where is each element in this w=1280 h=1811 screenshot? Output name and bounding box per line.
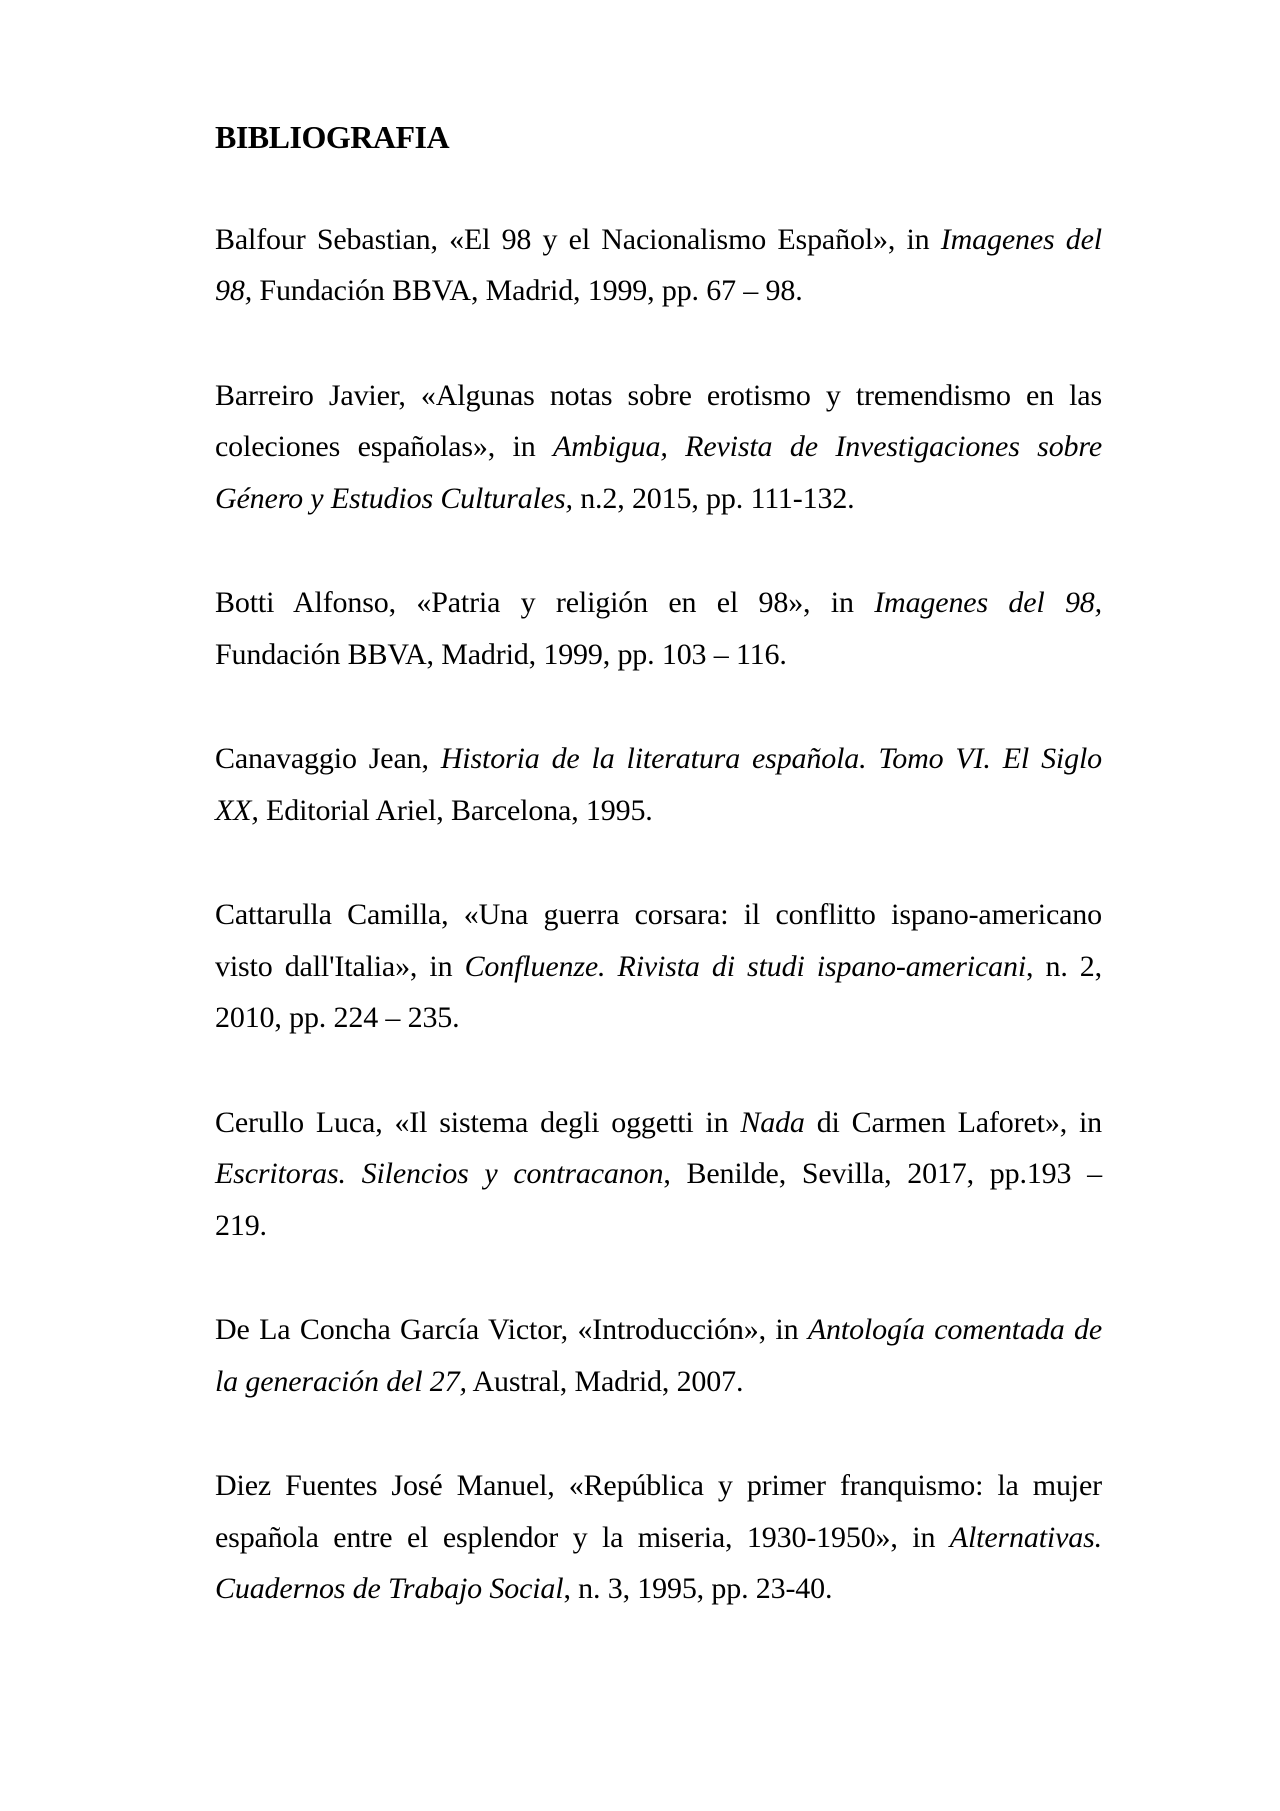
bibliography-entry (215, 214, 1102, 317)
italic-text-run: la generación del 27, (215, 1364, 467, 1398)
entry-line (215, 992, 1102, 1044)
text-run: n.2, 2015, pp. 111-132. (572, 481, 855, 515)
text-run: Botti Alfonso, «Patria y religión en el 98», in (215, 586, 875, 619)
text-run: Cattarulla Camilla, «Una guerra corsara: il conflitto ispano-americano (215, 898, 1102, 931)
text-run: Balfour Sebastian, «El 98 y el Nacionalismo Español», in (215, 222, 941, 256)
entry-line (215, 214, 1102, 266)
text-run: Barreiro Javier, «Algunas notas sobre erotismo y tremendismo en las (215, 378, 1102, 412)
italic-text-run: Antología comentada de (807, 1313, 1102, 1346)
entry-line (215, 941, 1102, 993)
entry-line (215, 785, 1102, 837)
bibliography-entry (215, 1304, 1102, 1407)
entry-line (215, 733, 1102, 785)
entry-line (215, 1356, 1102, 1408)
entry-line (215, 473, 1102, 525)
italic-text-run: Imagenes del (940, 222, 1102, 256)
entry-line (215, 421, 1102, 473)
entry-line (215, 1563, 1102, 1615)
text-run: visto dall'Italia», in (215, 949, 465, 983)
bibliography-entry (215, 1097, 1102, 1252)
italic-text-run: Escritoras. Silencios y contracanon (215, 1157, 664, 1190)
bibliography-entry (215, 1460, 1102, 1615)
italic-text-run: Historia de la literatura española. Tomo VI. El Siglo (440, 742, 1102, 775)
text-run: Diez Fuentes José Manuel, «República y primer franquismo: la mujer (215, 1469, 1102, 1502)
text-run: 219. (215, 1208, 267, 1242)
entry-line (215, 370, 1102, 422)
text-run: coleciones españolas», in (215, 430, 554, 463)
italic-text-run: Alternativas. (949, 1520, 1102, 1554)
text-run: 2010, pp. 224 – 235. (215, 1001, 460, 1034)
italic-text-run: Género y Estudios Culturales, (215, 481, 573, 515)
text-run: Canavaggio Jean, (215, 742, 441, 775)
entry-line (215, 1200, 1102, 1252)
bibliography-entry (215, 889, 1102, 1044)
bibliography-entry (215, 733, 1102, 836)
italic-text-run: Ambigua, Revista de Investigaciones sobre (553, 430, 1102, 463)
entry-line (215, 577, 1102, 629)
bibliography-entry (215, 370, 1102, 525)
italic-text-run: Nada (740, 1105, 805, 1139)
text-run: Editorial Ariel, Barcelona, 1995. (258, 793, 653, 827)
entry-line (215, 1512, 1102, 1564)
bibliography-entries (215, 214, 1102, 1615)
text-run: , Benilde, Sevilla, 2017, pp.193 – (663, 1157, 1103, 1190)
entry-line (215, 1097, 1102, 1149)
text-run: española entre el esplendor y la miseria, 1930-1950», in (215, 1520, 950, 1554)
text-run: Cerullo Luca, «Il sistema degli oggetti in (215, 1105, 741, 1139)
text-run: Fundación BBVA, Madrid, 1999, pp. 103 – 116. (215, 637, 787, 671)
entry-line (215, 629, 1102, 681)
entry-line (215, 265, 1102, 317)
entry-line (215, 889, 1102, 941)
italic-text-run: Cuadernos de Trabajo Social (215, 1572, 564, 1605)
italic-text-run: Confluenze. Rivista di studi ispano-americani (464, 949, 1027, 983)
italic-text-run: 98, (215, 274, 253, 307)
bibliography-entry (215, 577, 1102, 680)
entry-line (215, 1148, 1102, 1200)
text-run: Austral, Madrid, 2007. (466, 1364, 744, 1398)
entry-line (215, 1460, 1102, 1512)
text-run: , n. 3, 1995, pp. 23-40. (563, 1572, 833, 1605)
italic-text-run: XX, (215, 793, 259, 827)
text-run: , n. 2, (1026, 949, 1103, 983)
page-title: BIBLIOGRAFIA (215, 119, 450, 155)
text-run: Fundación BBVA, Madrid, 1999, pp. 67 – 98. (252, 274, 803, 307)
entry-line (215, 1304, 1102, 1356)
text-run: di Carmen Laforet», in (804, 1105, 1102, 1139)
italic-text-run: Imagenes del 98, (874, 586, 1102, 619)
text-run: De La Concha García Victor, «Introducción», in (215, 1313, 808, 1346)
